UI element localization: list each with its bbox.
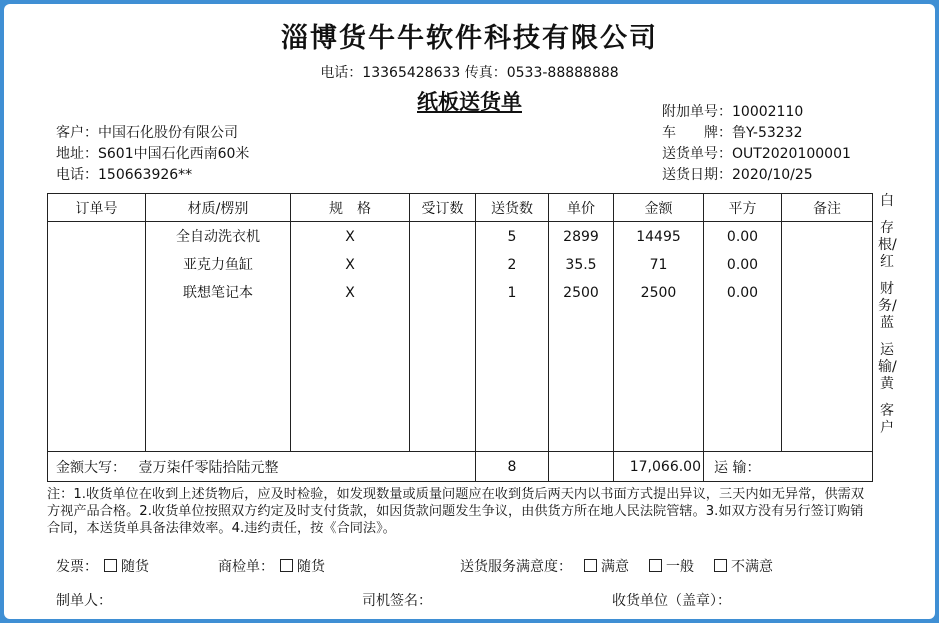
customer-name: 客户：中国石化股份有限公司 xyxy=(56,125,238,141)
copy-label-finance: 财务/蓝 xyxy=(878,281,897,331)
amount-in-words-cell xyxy=(48,452,476,482)
inspection-option[interactable] xyxy=(218,556,325,576)
table-cell: 联想笔记本 xyxy=(183,285,253,301)
copy-label-transport: 运输/黄 xyxy=(878,342,897,392)
preparer-signature: 制单人： xyxy=(56,593,112,609)
table-cell: 14495 xyxy=(636,229,681,245)
table-cell xyxy=(782,279,872,307)
table-cell: 2500 xyxy=(640,285,677,301)
satisfied-label: 满意 xyxy=(601,559,629,575)
table-cell xyxy=(782,251,872,279)
table-cell: 1 xyxy=(507,285,517,301)
table-cell xyxy=(48,251,145,279)
unit-price-column xyxy=(549,222,614,452)
neutral-label: 一般 xyxy=(666,559,694,575)
header-amount: 金额 xyxy=(614,194,704,222)
area-column xyxy=(704,222,782,452)
customer-phone: 电话：150663926** xyxy=(56,167,193,183)
contact-line: 电话：13365428633 传真：0533-88888888 xyxy=(320,65,619,81)
table-cell: 0.00 xyxy=(726,285,759,301)
header-order-no: 订单号 xyxy=(48,194,146,222)
table-cell xyxy=(48,223,145,251)
table-cell: 2 xyxy=(507,257,517,273)
checkbox-icon[interactable] xyxy=(584,559,597,572)
total-delivered: 8 xyxy=(476,452,549,482)
table-cell: 5 xyxy=(507,229,517,245)
remark-column xyxy=(782,222,873,452)
delivery-date: 送货日期：2020/10/25 xyxy=(662,167,813,183)
checkbox-icon[interactable] xyxy=(714,559,727,572)
driver-signature: 司机签名： xyxy=(362,593,432,609)
table-header-row xyxy=(48,194,873,222)
checkbox-icon[interactable] xyxy=(280,559,293,572)
freight-label: 运 输： xyxy=(704,452,873,482)
delivered-column xyxy=(476,222,549,452)
order-no-column xyxy=(48,222,146,452)
extra-order-no: 附加单号：10002110 xyxy=(662,104,804,120)
table-cell: 71 xyxy=(649,257,668,273)
table-cell: 35.5 xyxy=(565,257,597,273)
copy-label-white: 白 xyxy=(880,193,894,209)
table-cell xyxy=(410,251,475,279)
company-name: 淄博货牛牛软件科技有限公司 xyxy=(281,23,658,54)
table-footer-row xyxy=(48,452,873,482)
checkbox-icon[interactable] xyxy=(104,559,117,572)
header-unit-price: 单价 xyxy=(549,194,614,222)
table-cell: X xyxy=(345,257,355,273)
copy-label-customer: 客户 xyxy=(880,403,894,436)
delivery-table xyxy=(47,193,873,482)
plate-number: 车 牌：鲁Y-53232 xyxy=(662,125,803,141)
invoice-option-label: 随货 xyxy=(121,559,149,575)
inspection-label: 商检单： xyxy=(218,559,274,575)
table-cell: 2500 xyxy=(563,285,599,301)
header-spec: 规 格 xyxy=(291,194,410,222)
amount-column xyxy=(614,222,704,452)
table-cell: 0.00 xyxy=(726,257,759,273)
customer-block xyxy=(56,123,249,186)
total-amount: 17,066.00 xyxy=(614,452,704,482)
document-title: 纸板送货单 xyxy=(417,89,522,114)
inspection-option-label: 随货 xyxy=(297,559,325,575)
satisfaction-label: 送货服务满意度： xyxy=(460,559,572,575)
header-ordered: 受订数 xyxy=(410,194,476,222)
header-material: 材质/楞别 xyxy=(146,194,291,222)
copies-sidebar xyxy=(878,193,896,437)
table-cell: 2899 xyxy=(563,229,599,245)
table-cell: X xyxy=(345,229,355,245)
header-area: 平方 xyxy=(704,194,782,222)
satisfaction-options xyxy=(460,556,773,576)
table-cell: 0.00 xyxy=(726,229,759,245)
table-cell xyxy=(48,279,145,307)
delivery-no: 送货单号：OUT2020100001 xyxy=(662,146,851,162)
table-cell xyxy=(410,223,475,251)
header-delivered: 送货数 xyxy=(476,194,549,222)
invoice-label: 发票： xyxy=(56,559,98,575)
receiver-signature: 收货单位（盖章）： xyxy=(612,593,731,609)
material-column xyxy=(146,222,291,452)
customer-address: 地址：S601中国石化西南60米 xyxy=(56,146,250,162)
table-cell xyxy=(782,223,872,251)
table-cell: X xyxy=(345,285,355,301)
terms-notes: 注：1.收货单位在收到上述货物后，应及时检验，如发现数量或质量问题应在收到货后两天内以书面方式提出异议，三天内如无异常，供需双方视产品合格。2.收货单位按照双方约定及时支付货款，如因货款问题发生争议，由供货方所在地人民法院管辖。3.如双方没有另行签订购销合同，本送货单具备法律效率。4.违约责任，按《合同法》。 xyxy=(47,487,865,536)
table-cell: 亚克力鱼缸 xyxy=(183,257,253,273)
invoice-option[interactable] xyxy=(56,556,149,576)
amount-in-words: 壹万柒仟零陆拾陆元整 xyxy=(138,459,279,476)
checkbox-icon[interactable] xyxy=(649,559,662,572)
spec-column xyxy=(291,222,410,452)
amount-in-words-label: 金额大写： xyxy=(56,459,126,476)
footer-empty-cell xyxy=(549,452,614,482)
table-cell: 全自动洗衣机 xyxy=(176,229,260,245)
unsatisfied-label: 不满意 xyxy=(731,559,773,575)
table-body xyxy=(48,222,873,452)
table-cell xyxy=(410,279,475,307)
order-info-block xyxy=(662,102,851,186)
header-remark: 备注 xyxy=(782,194,873,222)
ordered-column xyxy=(410,222,476,452)
copy-label-stub: 存根/红 xyxy=(878,220,897,270)
